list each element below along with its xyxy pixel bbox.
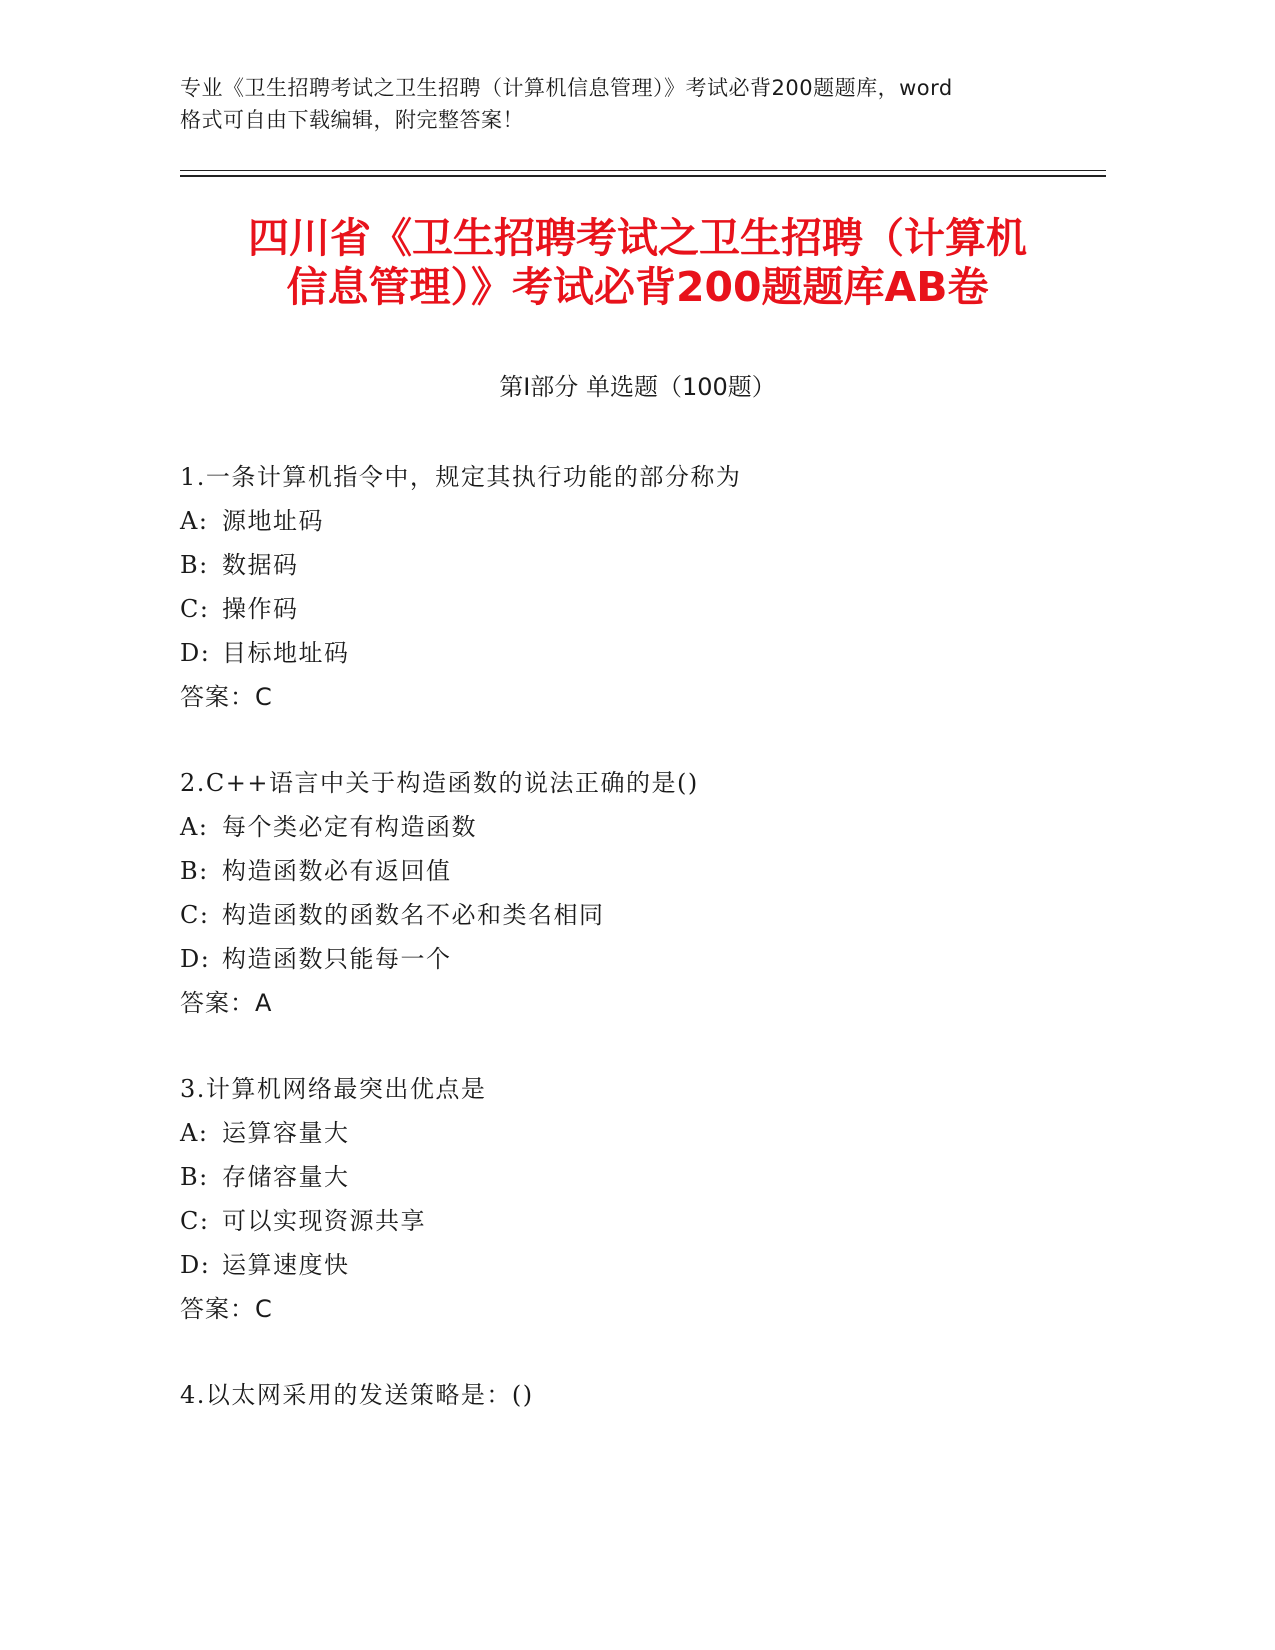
- question-3: [180, 1067, 1180, 1331]
- option-a: [180, 499, 1180, 543]
- question-stem: 1.一条计算机指令中，规定其执行功能的部分称为: [180, 463, 742, 491]
- option-text: 每个类必定有构造函数: [222, 813, 477, 841]
- title-line-1: 四川省《卫生招聘考试之卫生招聘（计算机: [248, 214, 1027, 262]
- title-line-2: 信息管理）》考试必背200题题库AB卷: [286, 263, 989, 311]
- option-text: 存储容量大: [222, 1163, 350, 1191]
- option-d: [180, 937, 1180, 981]
- option-letter: B:: [180, 551, 209, 579]
- option-b: [180, 849, 1180, 893]
- question-list: [180, 455, 1180, 1459]
- answer-line: 答案：C: [180, 1295, 273, 1323]
- option-letter: D:: [180, 1251, 211, 1279]
- option-letter: C:: [180, 901, 210, 929]
- option-text: 运算速度快: [222, 1251, 350, 1279]
- option-text: 数据码: [222, 551, 299, 579]
- option-letter: A:: [180, 813, 209, 841]
- option-letter: D:: [180, 945, 211, 973]
- option-text: 构造函数必有返回值: [222, 857, 452, 885]
- intro-line-1: 专业《卫生招聘考试之卫生招聘（计算机信息管理）》考试必背200题题库，word: [180, 76, 953, 100]
- option-text: 操作码: [222, 595, 299, 623]
- option-letter: A:: [180, 1119, 209, 1147]
- option-text: 源地址码: [222, 507, 324, 535]
- option-a: [180, 805, 1180, 849]
- option-letter: B:: [180, 1163, 209, 1191]
- question-1: [180, 455, 1180, 719]
- document-title: [150, 214, 1125, 312]
- option-letter: B:: [180, 857, 209, 885]
- option-letter: C:: [180, 595, 210, 623]
- option-text: 目标地址码: [222, 639, 350, 667]
- intro-line-2: 格式可自由下载编辑，附完整答案！: [180, 108, 524, 132]
- option-letter: A:: [180, 507, 209, 535]
- option-text: 构造函数的函数名不必和类名相同: [222, 901, 605, 929]
- question-stem: 2.C++语言中关于构造函数的说法正确的是(): [180, 769, 699, 797]
- option-c: [180, 1199, 1180, 1243]
- answer-line: 答案：A: [180, 989, 273, 1017]
- option-letter: C:: [180, 1207, 210, 1235]
- option-a: [180, 1111, 1180, 1155]
- option-c: [180, 587, 1180, 631]
- section-heading: 第Ⅰ部分 单选题（100题）: [499, 373, 776, 401]
- question-stem: 4.以太网采用的发送策略是：(): [180, 1381, 534, 1409]
- option-c: [180, 893, 1180, 937]
- question-2: [180, 761, 1180, 1025]
- intro-paragraph: [180, 72, 1060, 136]
- option-d: [180, 1243, 1180, 1287]
- option-text: 构造函数只能每一个: [222, 945, 452, 973]
- answer-line: 答案：C: [180, 683, 273, 711]
- question-4: [180, 1373, 1180, 1417]
- option-b: [180, 543, 1180, 587]
- question-stem: 3.计算机网络最突出优点是: [180, 1075, 487, 1103]
- header-divider-thin: [180, 170, 1106, 171]
- option-b: [180, 1155, 1180, 1199]
- option-letter: D:: [180, 639, 211, 667]
- option-text: 可以实现资源共享: [222, 1207, 426, 1235]
- option-d: [180, 631, 1180, 675]
- option-text: 运算容量大: [222, 1119, 350, 1147]
- header-divider-thick: [180, 175, 1106, 177]
